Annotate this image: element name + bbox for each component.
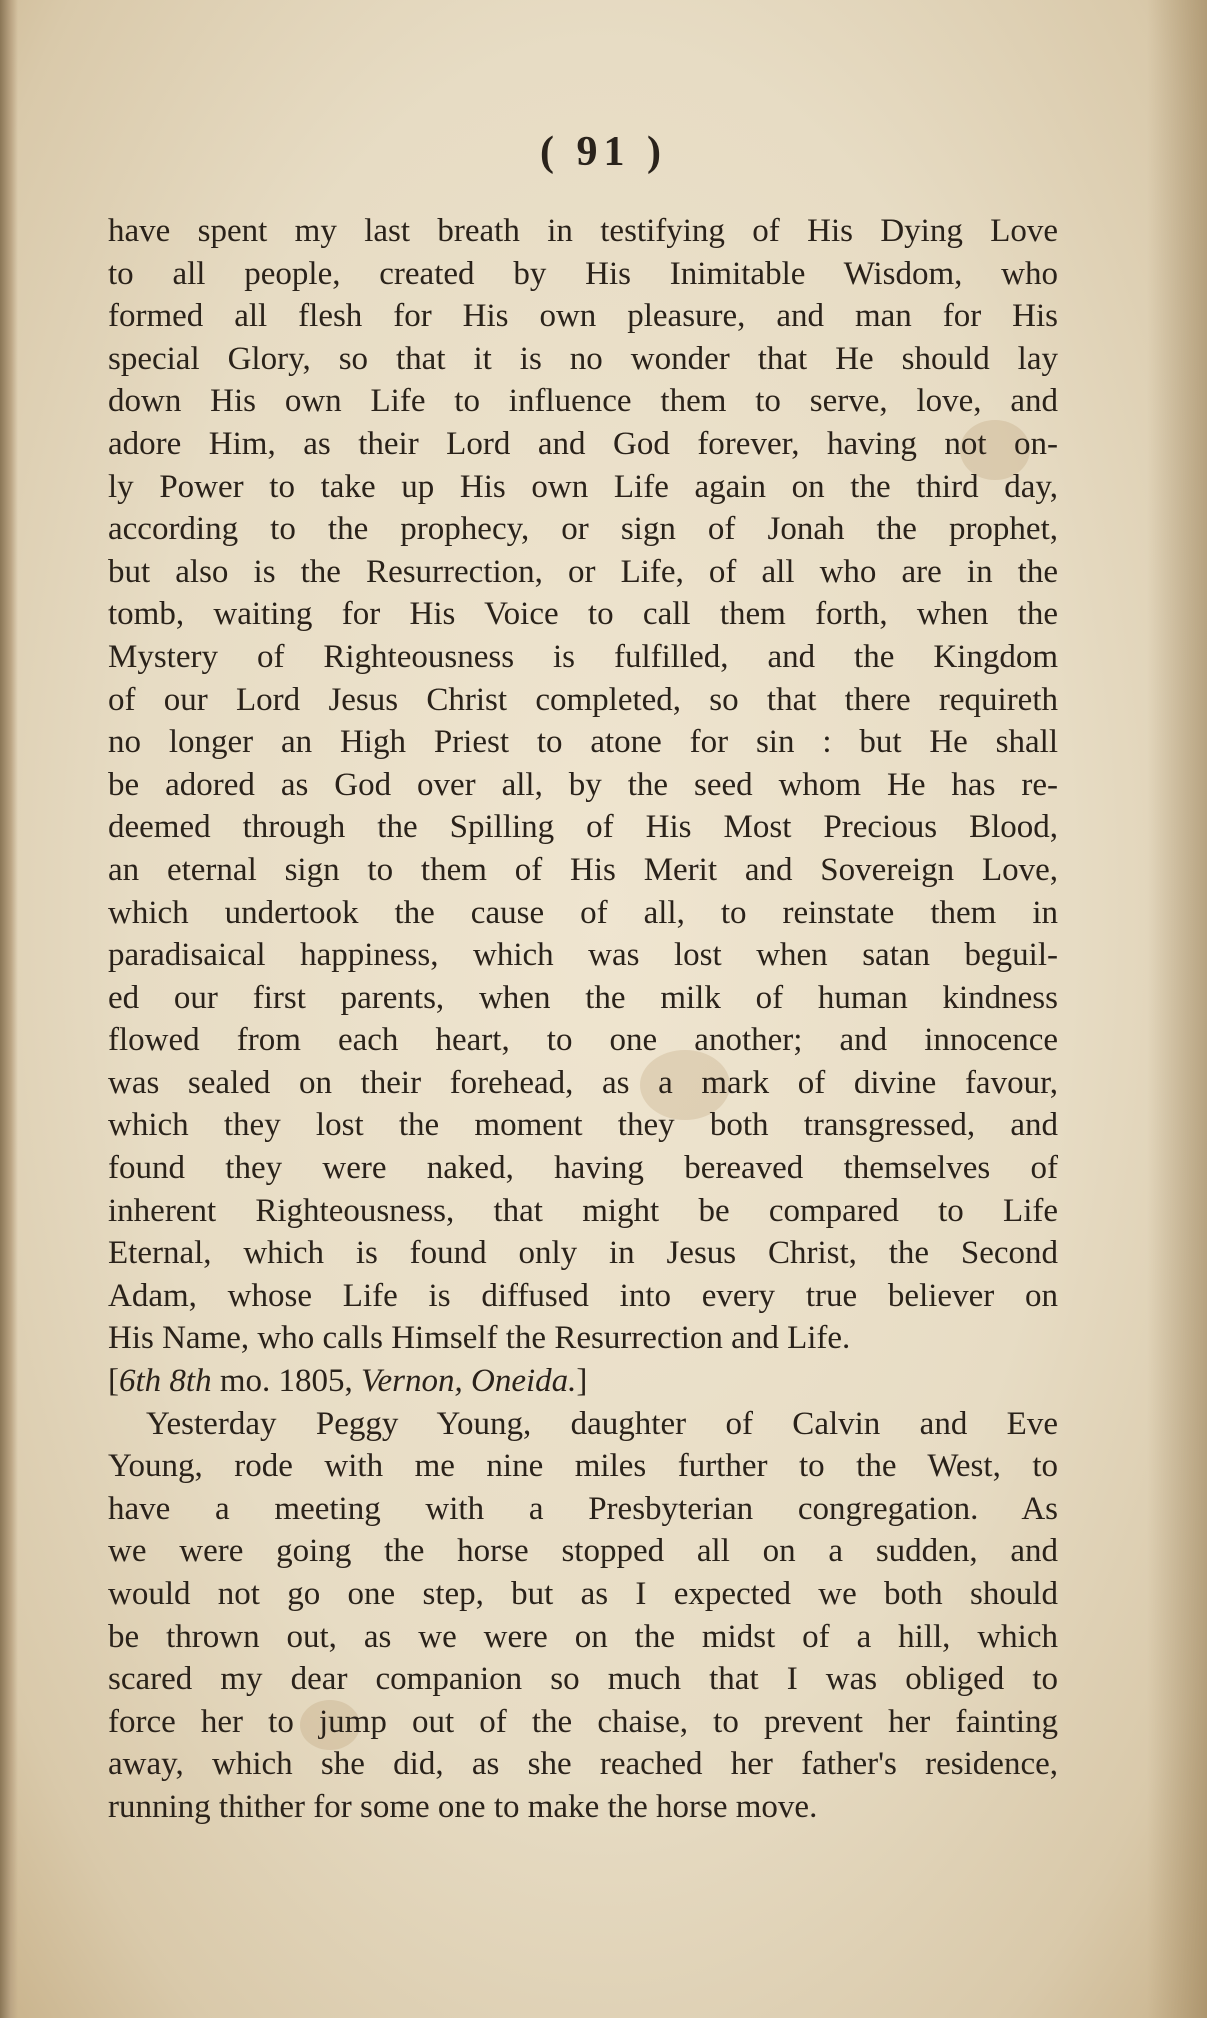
text-line: running thither for some one to make the horse move. bbox=[108, 1788, 818, 1825]
text-line: Yesterday Peggy Young, daughter of Calvin and Eve bbox=[146, 1405, 1058, 1442]
text-line: of our Lord Jesus Christ completed, so that there requireth bbox=[108, 681, 1058, 718]
text-line: deemed through the Spilling of His Most Precious Blood, bbox=[108, 809, 1058, 846]
text-line: which they lost the moment they both transgressed, and bbox=[108, 1107, 1058, 1144]
text-line: Eternal, which is found only in Jesus Christ, the Second bbox=[108, 1235, 1058, 1272]
date-month: 8th bbox=[169, 1363, 212, 1400]
text-line: Young, rode with me nine miles further to the West, to bbox=[108, 1448, 1058, 1485]
text-line: Adam, whose Life is diffused into every true believer on bbox=[108, 1277, 1058, 1314]
text-line: His Name, who calls Himself the Resurrection and Life. bbox=[108, 1320, 851, 1357]
page-number: ( 91 ) bbox=[540, 129, 667, 175]
text-line: scared my dear companion so much that I was obliged to bbox=[108, 1661, 1058, 1698]
text-line: no longer an High Priest to atone for sin : but He shall bbox=[108, 724, 1058, 761]
date-open-bracket: [ bbox=[108, 1363, 119, 1400]
text-line: be adored as God over all, by the seed whom He has re- bbox=[108, 766, 1058, 803]
date-line bbox=[108, 1360, 1058, 1403]
date-mo-year: mo. 1805, bbox=[211, 1363, 362, 1400]
text-line: found they were naked, having bereaved themselves of bbox=[108, 1150, 1058, 1187]
text-line: flowed from each heart, to one another; and innocence bbox=[108, 1022, 1058, 1059]
text-line: inherent Righteousness, that might be compared to Life bbox=[108, 1192, 1058, 1229]
text-line: formed all flesh for His own pleasure, and man for His bbox=[108, 298, 1058, 335]
text-line: paradisaical happiness, which was lost when satan beguil- bbox=[108, 937, 1058, 974]
text-line: down His own Life to influence them to serve, love, and bbox=[108, 383, 1058, 420]
text-line: was sealed on their forehead, as a mark of divine favour, bbox=[108, 1064, 1058, 1101]
text-line: adore Him, as their Lord and God forever, having not on- bbox=[108, 425, 1058, 462]
text-line: Mystery of Righteousness is fulfilled, and the Kingdom bbox=[108, 638, 1058, 675]
text-line: which undertook the cause of all, to reinstate them in bbox=[108, 894, 1058, 931]
text-line: to all people, created by His Inimitable Wisdom, who bbox=[108, 255, 1058, 292]
date-place: Vernon, Oneida. bbox=[361, 1363, 577, 1400]
text-line: ly Power to take up His own Life again on the third day, bbox=[108, 468, 1058, 505]
text-line: have a meeting with a Presbyterian congregation. As bbox=[108, 1490, 1058, 1527]
text-line: have spent my last breath in testifying of His Dying Love bbox=[108, 213, 1058, 249]
text-line: an eternal sign to them of His Merit and Sovereign Love, bbox=[108, 851, 1058, 888]
text-line: special Glory, so that it is no wonder that He should lay bbox=[108, 340, 1058, 377]
text-line: according to the prophecy, or sign of Jonah the prophet, bbox=[108, 511, 1058, 548]
text-line: would not go one step, but as I expected we both should bbox=[108, 1576, 1058, 1612]
text-line: ed our first parents, when the milk of human kindness bbox=[108, 979, 1058, 1016]
text-line: we were going the horse stopped all on a sudden, and bbox=[108, 1533, 1058, 1570]
date-close-bracket: ] bbox=[576, 1363, 588, 1400]
body-text bbox=[108, 210, 1058, 1829]
date-day: 6th bbox=[119, 1363, 162, 1400]
text-line: but also is the Resurrection, or Life, of all who are in the bbox=[108, 553, 1058, 590]
text-line: tomb, waiting for His Voice to call them forth, when the bbox=[108, 596, 1058, 633]
text-line: be thrown out, as we were on the midst of a hill, which bbox=[108, 1618, 1058, 1655]
text-line: away, which she did, as she reached her father's residence, bbox=[108, 1746, 1058, 1783]
text-line: force her to jump out of the chaise, to prevent her fainting bbox=[108, 1703, 1058, 1740]
